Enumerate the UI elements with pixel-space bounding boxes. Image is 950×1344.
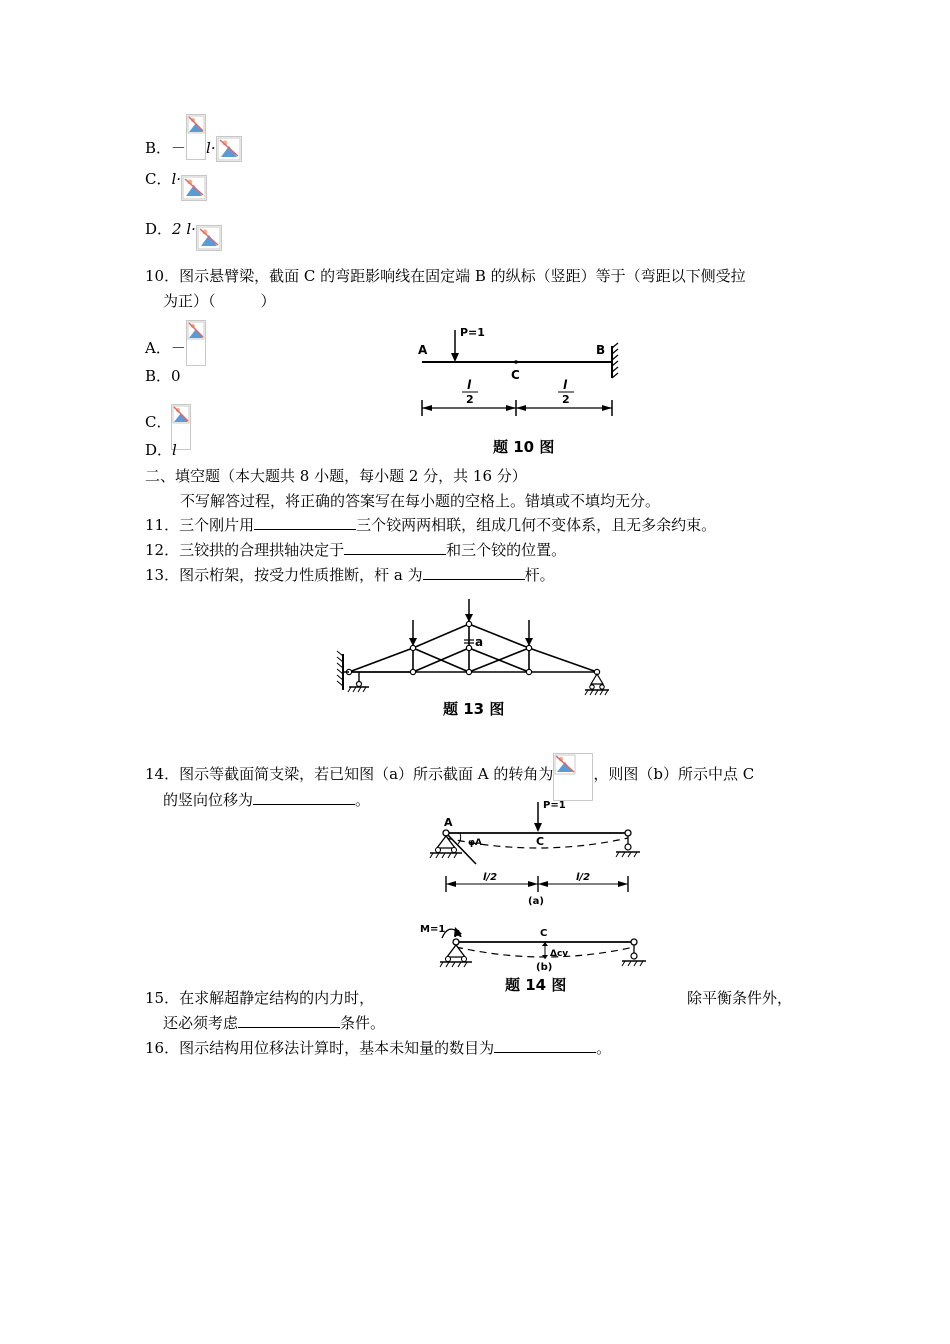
q9-option-b (145, 126, 242, 172)
q16-text-post: 。 (596, 1039, 612, 1057)
broken-image-icon (186, 320, 206, 366)
point-a-label: A (444, 816, 453, 829)
dim-right-denominator: 2 (562, 393, 570, 406)
minus-sign: － (171, 139, 187, 157)
expr-text: 2 l· (172, 220, 196, 238)
option-label: C． (145, 413, 172, 431)
answer-blank[interactable] (253, 790, 355, 805)
q15-line1-mid: 除平衡条件外， (687, 989, 793, 1007)
answer-blank[interactable] (254, 515, 356, 530)
broken-image-icon (181, 175, 207, 201)
broken-image-icon (196, 225, 222, 251)
load-label: P=1 (543, 800, 566, 811)
q11 (145, 515, 716, 535)
q10-option-d (145, 440, 177, 460)
point-a-b-label: A (454, 929, 462, 940)
q10-cantilever-figure (410, 322, 635, 422)
point-c-b-label: C (540, 928, 548, 939)
option-label: B． (145, 367, 172, 385)
q9-option-c (145, 167, 207, 193)
option-label: D． (145, 441, 173, 459)
point-c-label: C (536, 835, 545, 848)
point-b-label: B (596, 343, 606, 357)
option-text: 0 (171, 367, 181, 385)
q13-figure-caption: 题 13 图 (443, 700, 505, 718)
q14-text-pre: 14．图示等截面简支梁，若已知图（a）所示截面 A 的转角为 (145, 765, 554, 783)
q15-line2-pre: 还必须考虑 (163, 1014, 239, 1032)
option-text: l (172, 441, 177, 459)
q10-option-b (145, 366, 181, 386)
answer-blank[interactable] (344, 540, 446, 555)
option-label: C． (145, 170, 172, 188)
point-c-label: C (511, 368, 520, 382)
answer-blank[interactable] (494, 1038, 596, 1053)
q10-stem-line2: 为正）（ ） (163, 292, 276, 310)
q14-figure-caption: 题 14 图 (505, 976, 567, 994)
q14-line2 (163, 790, 370, 810)
q12 (145, 540, 566, 560)
q15-line2-post: 条件。 (340, 1014, 386, 1032)
q14-line2-pre: 的竖向位移为 (163, 791, 254, 809)
broken-image-icon (186, 114, 206, 160)
rotation-label: φA (468, 838, 483, 848)
q12-text-post: 和三个铰的位置。 (446, 541, 567, 559)
option-label: D． (145, 220, 173, 238)
q13-text-post: 杆。 (524, 566, 555, 584)
q13-truss-figure (335, 596, 615, 696)
q15-line1-pre: 15．在求解超静定结构的内力时， (145, 989, 375, 1007)
q13-text-pre: 13．图示桁架，按受力性质推断，杆 a 为 (145, 566, 423, 584)
sub-a-label: (a) (528, 896, 544, 907)
q11-text-pre: 11．三个刚片用 (145, 516, 255, 534)
broken-image-icon (553, 753, 593, 801)
dim-right-numerator: l (563, 378, 568, 392)
q14-line2-post: 。 (355, 791, 371, 809)
moment-label: M=1 (420, 924, 446, 935)
dim-left-label: l/2 (483, 872, 498, 883)
q11-text-post: 三个铰两两相联，组成几何不变体系，且无多余约束。 (356, 516, 717, 534)
q16-text-pre: 16．图示结构用位移法计算时，基本未知量的数目为 (145, 1039, 495, 1057)
q10-stem-line1: 10．图示悬臂梁，截面 C 的弯距影响线在固定端 B 的纵标（竖距）等于（弯距以下侧受拉 (145, 267, 746, 285)
q15-line2 (163, 1013, 385, 1033)
q14-beam-figure (418, 796, 658, 976)
q9-option-d (145, 217, 222, 243)
dim-left-denominator: 2 (466, 393, 474, 406)
expr-text: l· (206, 139, 216, 157)
point-a-label: A (418, 343, 428, 357)
q16 (145, 1038, 611, 1058)
member-a-label: a (475, 635, 484, 649)
q13 (145, 565, 555, 585)
section2-instruction: 不写解答过程，将正确的答案写在每小题的空格上。错填或不填均无分。 (180, 492, 661, 510)
option-label: A． (145, 339, 171, 357)
section2-title: 二、填空题（本大题共 8 小题，每小题 2 分，共 16 分） (145, 467, 527, 485)
answer-blank[interactable] (238, 1013, 340, 1028)
answer-blank[interactable] (423, 565, 525, 580)
minus-sign: － (170, 339, 186, 357)
q14-text-post: ，则图（b）所示中点 C (593, 765, 755, 783)
q10-figure-caption: 题 10 图 (493, 438, 555, 456)
dim-right-label: l/2 (576, 872, 591, 883)
sub-b-label: (b) (536, 962, 553, 973)
dim-left-numerator: l (467, 378, 472, 392)
expr-text: l· (171, 170, 182, 188)
deflection-label: Δcv (550, 949, 569, 959)
broken-image-icon (216, 136, 242, 162)
load-label: P=1 (460, 326, 485, 339)
q12-text-pre: 12．三铰拱的合理拱轴决定于 (145, 541, 345, 559)
option-label: B． (145, 139, 172, 157)
